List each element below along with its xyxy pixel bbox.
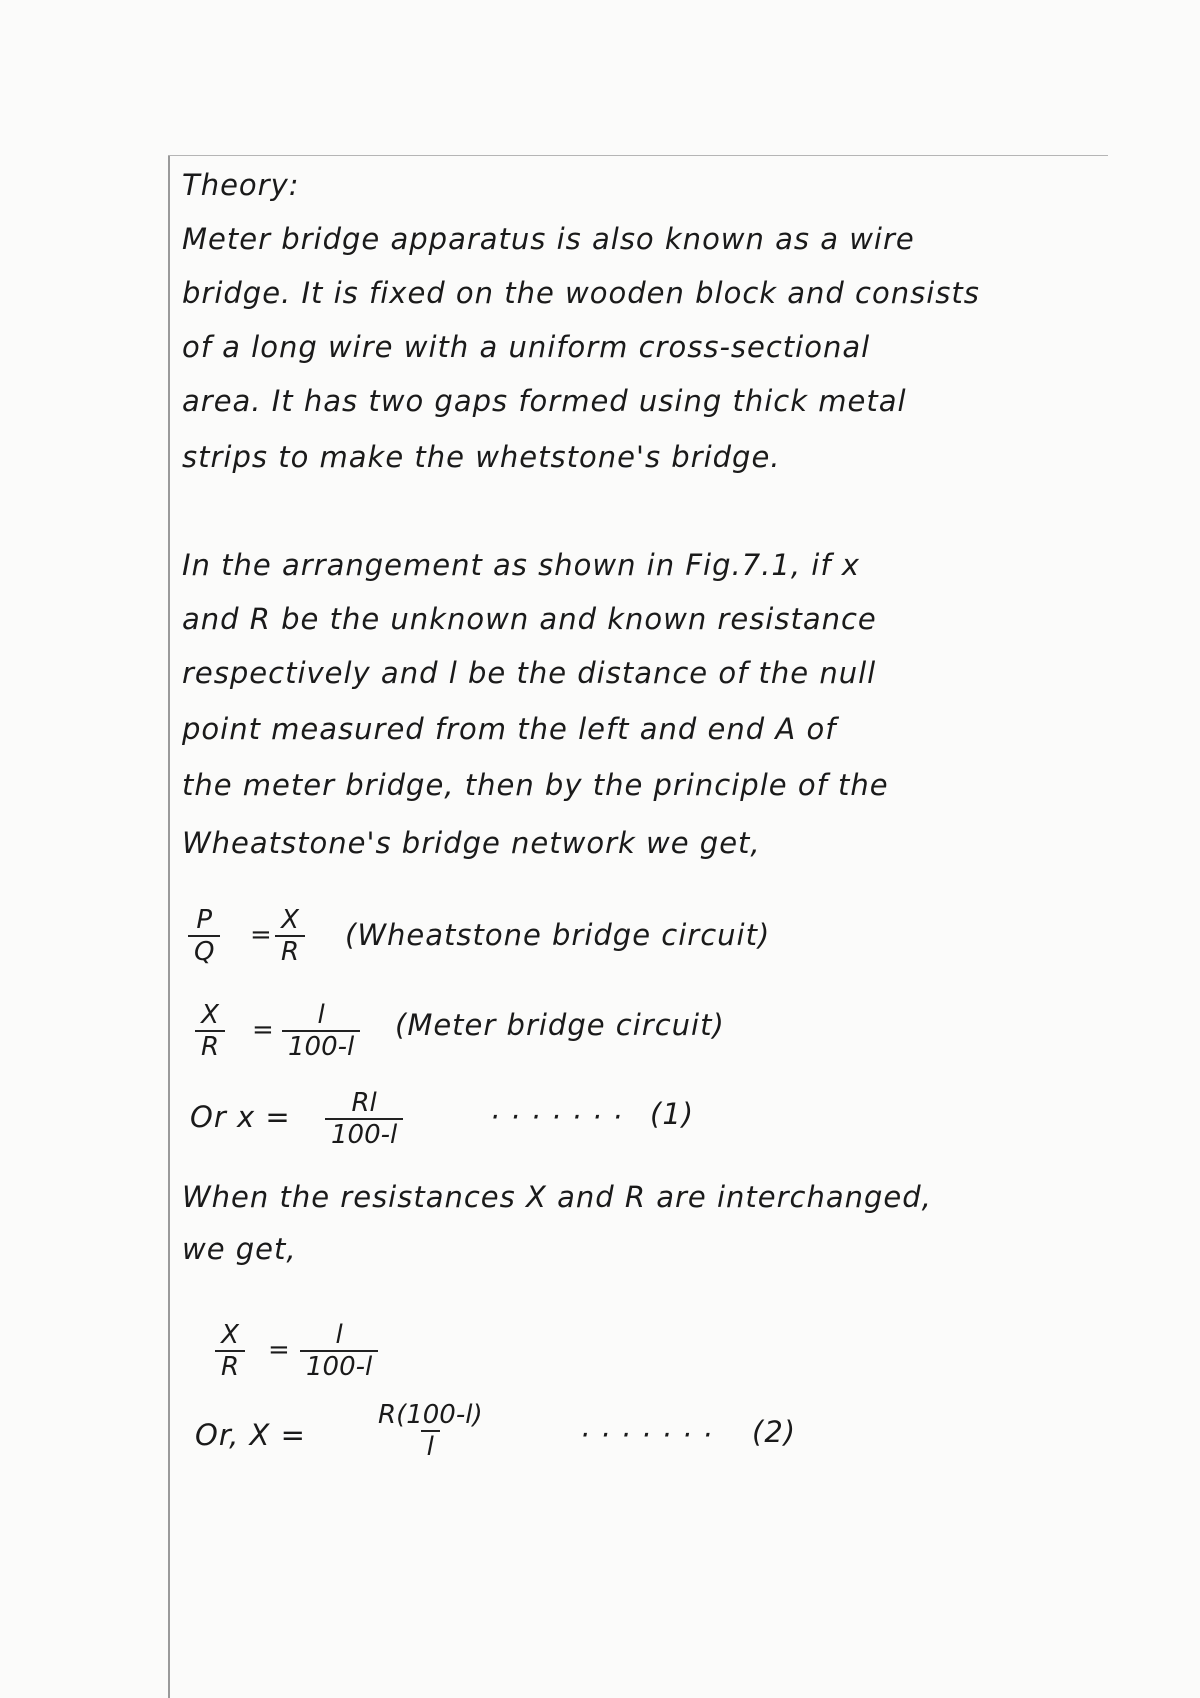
leader-dots: · · · · · · · bbox=[490, 1100, 623, 1134]
paragraph1-line: of a long wire with a uniform cross-sectional bbox=[182, 330, 871, 364]
paragraph1-line: bridge. It is fixed on the wooden block and consists bbox=[182, 276, 980, 310]
numerator: R(100-l) bbox=[378, 1400, 483, 1430]
paragraph3-line: we get, bbox=[182, 1232, 297, 1266]
denominator: 100-l bbox=[300, 1350, 378, 1382]
equation-prefix: Or x = bbox=[190, 1100, 291, 1134]
equation-prefix: Or, X = bbox=[195, 1418, 306, 1452]
denominator: R bbox=[275, 935, 305, 967]
denominator: R bbox=[195, 1030, 225, 1062]
numerator: Rl bbox=[351, 1088, 377, 1118]
paragraph1-line: Meter bridge apparatus is also known as a wire bbox=[182, 222, 915, 256]
page-margin-line bbox=[168, 155, 170, 1698]
paragraph1-line: strips to make the whetstone's bridge. bbox=[182, 440, 781, 474]
numerator: X bbox=[201, 1000, 219, 1030]
paragraph2-line: point measured from the left and end A of bbox=[182, 712, 837, 746]
paragraph1-line: area. It has two gaps formed using thick metal bbox=[182, 384, 907, 418]
numerator: X bbox=[221, 1320, 239, 1350]
denominator: 100-l bbox=[325, 1118, 403, 1150]
equation-note: (Wheatstone bridge circuit) bbox=[345, 918, 771, 952]
leader-dots: · · · · · · · bbox=[580, 1418, 713, 1452]
paragraph3-line: When the resistances X and R are interchanged, bbox=[182, 1180, 932, 1214]
paragraph2-line: In the arrangement as shown in Fig.7.1, if x bbox=[182, 548, 860, 582]
denominator: Q bbox=[188, 935, 220, 967]
paragraph2-line: respectively and l be the distance of the null bbox=[182, 656, 877, 690]
paragraph2-line: the meter bridge, then by the principle of the bbox=[182, 768, 889, 802]
equals-sign: = bbox=[250, 920, 272, 950]
denominator: 100-l bbox=[282, 1030, 360, 1062]
numerator: l bbox=[335, 1320, 343, 1350]
page-top-line bbox=[168, 155, 1108, 156]
equation-note: (Meter bridge circuit) bbox=[395, 1008, 725, 1042]
equals-sign: = bbox=[252, 1015, 274, 1045]
numerator: l bbox=[317, 1000, 325, 1030]
paragraph2-line: and R be the unknown and known resistance bbox=[182, 602, 877, 636]
denominator: l bbox=[421, 1430, 440, 1462]
numerator: P bbox=[196, 905, 213, 935]
denominator: R bbox=[215, 1350, 245, 1382]
numerator: X bbox=[281, 905, 299, 935]
paragraph2-line: Wheatstone's bridge network we get, bbox=[182, 826, 761, 860]
theory-heading: Theory: bbox=[182, 168, 300, 202]
equation-number: (2) bbox=[752, 1415, 797, 1449]
equals-sign: = bbox=[268, 1335, 290, 1365]
equation-number: (1) bbox=[650, 1097, 695, 1131]
